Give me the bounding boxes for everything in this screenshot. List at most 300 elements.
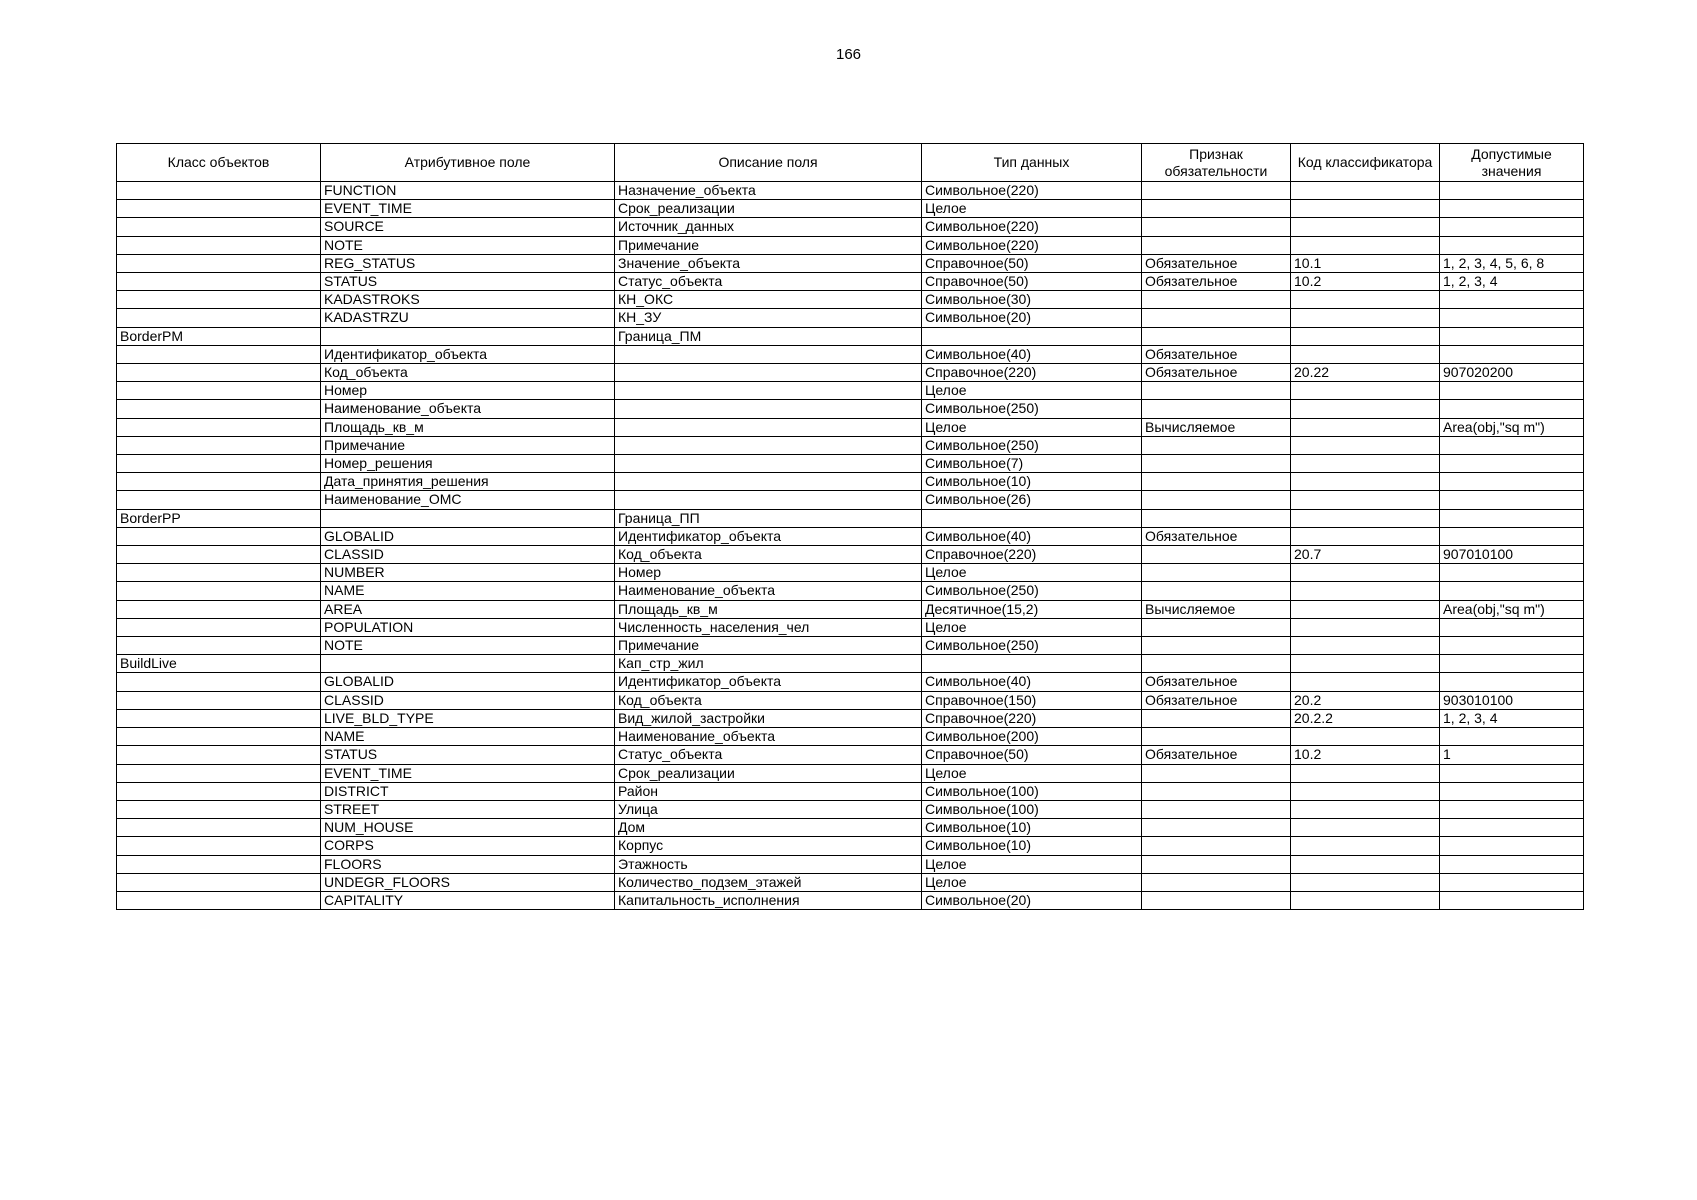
cell-required-flag: [1142, 582, 1291, 600]
cell-attribute-field: SOURCE: [321, 218, 615, 236]
header-object-class: Класс объектов: [117, 144, 321, 182]
cell-allowed-values: [1440, 637, 1584, 655]
cell-required-flag: Вычисляемое: [1142, 600, 1291, 618]
cell-allowed-values: [1440, 473, 1584, 491]
cell-data-type: Символьное(20): [922, 891, 1142, 909]
cell-data-type: Символьное(200): [922, 728, 1142, 746]
cell-classifier-code: [1291, 527, 1440, 545]
cell-field-description: Наименование_объекта: [615, 728, 922, 746]
cell-required-flag: [1142, 455, 1291, 473]
cell-attribute-field: Код_объекта: [321, 364, 615, 382]
cell-classifier-code: [1291, 673, 1440, 691]
cell-data-type: Символьное(40): [922, 527, 1142, 545]
cell-classifier-code: [1291, 873, 1440, 891]
cell-field-description: [615, 418, 922, 436]
cell-field-description: [615, 455, 922, 473]
table-row: [117, 182, 1584, 200]
cell-attribute-field: Наименование_объекта: [321, 400, 615, 418]
cell-data-type: Символьное(10): [922, 819, 1142, 837]
cell-attribute-field: REG_STATUS: [321, 254, 615, 272]
cell-object-class: [117, 582, 321, 600]
table-row: [117, 891, 1584, 909]
cell-field-description: Количество_подзем_этажей: [615, 873, 922, 891]
cell-classifier-code: [1291, 218, 1440, 236]
cell-attribute-field: [321, 509, 615, 527]
cell-required-flag: Обязательное: [1142, 746, 1291, 764]
cell-classifier-code: [1291, 764, 1440, 782]
cell-field-description: Этажность: [615, 855, 922, 873]
cell-field-description: Примечание: [615, 637, 922, 655]
table-row: [117, 800, 1584, 818]
cell-field-description: Источник_данных: [615, 218, 922, 236]
cell-object-class: [117, 564, 321, 582]
cell-attribute-field: [321, 655, 615, 673]
cell-allowed-values: [1440, 236, 1584, 254]
cell-data-type: Справочное(150): [922, 691, 1142, 709]
cell-attribute-field: UNDEGR_FLOORS: [321, 873, 615, 891]
cell-required-flag: [1142, 327, 1291, 345]
cell-object-class: [117, 200, 321, 218]
cell-data-type: Справочное(220): [922, 546, 1142, 564]
cell-classifier-code: [1291, 473, 1440, 491]
table-row: [117, 837, 1584, 855]
cell-data-type: Символьное(40): [922, 345, 1142, 363]
cell-object-class: [117, 273, 321, 291]
table-row: [117, 327, 1584, 345]
cell-data-type: Символьное(10): [922, 473, 1142, 491]
cell-field-description: Идентификатор_объекта: [615, 673, 922, 691]
cell-attribute-field: STATUS: [321, 273, 615, 291]
cell-object-class: BuildLive: [117, 655, 321, 673]
cell-allowed-values: [1440, 564, 1584, 582]
cell-attribute-field: POPULATION: [321, 618, 615, 636]
cell-field-description: Назначение_объекта: [615, 182, 922, 200]
cell-required-flag: [1142, 837, 1291, 855]
cell-data-type: Справочное(50): [922, 273, 1142, 291]
table-row: [117, 873, 1584, 891]
cell-data-type: [922, 655, 1142, 673]
cell-required-flag: [1142, 637, 1291, 655]
table-row: [117, 709, 1584, 727]
cell-data-type: Символьное(100): [922, 800, 1142, 818]
cell-data-type: Символьное(40): [922, 673, 1142, 691]
cell-data-type: Символьное(220): [922, 218, 1142, 236]
cell-required-flag: [1142, 655, 1291, 673]
cell-classifier-code: [1291, 182, 1440, 200]
cell-attribute-field: Наименование_ОМС: [321, 491, 615, 509]
cell-allowed-values: 1: [1440, 746, 1584, 764]
cell-classifier-code: [1291, 436, 1440, 454]
cell-allowed-values: [1440, 182, 1584, 200]
table-row: [117, 491, 1584, 509]
table-row: [117, 564, 1584, 582]
cell-required-flag: [1142, 382, 1291, 400]
cell-attribute-field: DISTRICT: [321, 782, 615, 800]
cell-data-type: Целое: [922, 764, 1142, 782]
cell-data-type: Целое: [922, 855, 1142, 873]
cell-attribute-field: FUNCTION: [321, 182, 615, 200]
cell-object-class: [117, 637, 321, 655]
cell-classifier-code: [1291, 891, 1440, 909]
cell-allowed-values: 903010100: [1440, 691, 1584, 709]
cell-required-flag: [1142, 436, 1291, 454]
cell-field-description: Район: [615, 782, 922, 800]
cell-classifier-code: [1291, 309, 1440, 327]
cell-required-flag: Обязательное: [1142, 527, 1291, 545]
cell-field-description: Срок_реализации: [615, 764, 922, 782]
header-row: [117, 144, 1584, 182]
header-allowed-values: Допустимые значения: [1440, 144, 1584, 182]
cell-object-class: BorderPM: [117, 327, 321, 345]
table-row: [117, 782, 1584, 800]
cell-allowed-values: Area(obj,"sq m"): [1440, 600, 1584, 618]
cell-classifier-code: 20.2.2: [1291, 709, 1440, 727]
cell-object-class: [117, 800, 321, 818]
cell-required-flag: [1142, 200, 1291, 218]
table-row: [117, 436, 1584, 454]
cell-attribute-field: CLASSID: [321, 546, 615, 564]
cell-allowed-values: 907010100: [1440, 546, 1584, 564]
cell-required-flag: [1142, 891, 1291, 909]
table-row: [117, 254, 1584, 272]
table-row: [117, 382, 1584, 400]
cell-classifier-code: [1291, 400, 1440, 418]
cell-attribute-field: FLOORS: [321, 855, 615, 873]
cell-attribute-field: AREA: [321, 600, 615, 618]
cell-field-description: Кап_стр_жил: [615, 655, 922, 673]
cell-object-class: [117, 436, 321, 454]
cell-field-description: Корпус: [615, 837, 922, 855]
cell-field-description: Номер: [615, 564, 922, 582]
cell-required-flag: Обязательное: [1142, 345, 1291, 363]
table-row: [117, 764, 1584, 782]
cell-object-class: [117, 746, 321, 764]
cell-allowed-values: [1440, 873, 1584, 891]
cell-classifier-code: [1291, 582, 1440, 600]
cell-required-flag: [1142, 800, 1291, 818]
cell-attribute-field: EVENT_TIME: [321, 764, 615, 782]
table-body: [117, 182, 1584, 910]
cell-attribute-field: [321, 327, 615, 345]
table-row: [117, 600, 1584, 618]
cell-field-description: КН_ОКС: [615, 291, 922, 309]
cell-data-type: Символьное(7): [922, 455, 1142, 473]
table-row: [117, 509, 1584, 527]
cell-required-flag: [1142, 546, 1291, 564]
cell-attribute-field: Номер_решения: [321, 455, 615, 473]
cell-allowed-values: Area(obj,"sq m"): [1440, 418, 1584, 436]
cell-required-flag: [1142, 218, 1291, 236]
cell-required-flag: Обязательное: [1142, 254, 1291, 272]
header-classifier-code: Код классификатора: [1291, 144, 1440, 182]
cell-required-flag: [1142, 782, 1291, 800]
cell-object-class: [117, 236, 321, 254]
table-row: [117, 418, 1584, 436]
cell-classifier-code: 20.2: [1291, 691, 1440, 709]
cell-required-flag: [1142, 491, 1291, 509]
cell-object-class: [117, 309, 321, 327]
cell-object-class: [117, 673, 321, 691]
cell-classifier-code: [1291, 728, 1440, 746]
cell-allowed-values: [1440, 819, 1584, 837]
cell-required-flag: Обязательное: [1142, 273, 1291, 291]
cell-allowed-values: [1440, 837, 1584, 855]
cell-field-description: [615, 400, 922, 418]
cell-required-flag: [1142, 564, 1291, 582]
cell-data-type: Символьное(250): [922, 637, 1142, 655]
cell-classifier-code: [1291, 800, 1440, 818]
cell-data-type: Справочное(220): [922, 709, 1142, 727]
cell-required-flag: [1142, 291, 1291, 309]
cell-required-flag: Обязательное: [1142, 673, 1291, 691]
cell-attribute-field: GLOBALID: [321, 527, 615, 545]
cell-required-flag: [1142, 728, 1291, 746]
cell-allowed-values: [1440, 382, 1584, 400]
cell-classifier-code: [1291, 637, 1440, 655]
cell-attribute-field: NUM_HOUSE: [321, 819, 615, 837]
cell-object-class: [117, 418, 321, 436]
cell-object-class: [117, 855, 321, 873]
table-row: [117, 728, 1584, 746]
cell-attribute-field: Дата_принятия_решения: [321, 473, 615, 491]
cell-data-type: Целое: [922, 418, 1142, 436]
cell-allowed-values: [1440, 582, 1584, 600]
cell-classifier-code: [1291, 564, 1440, 582]
cell-object-class: [117, 254, 321, 272]
cell-allowed-values: [1440, 345, 1584, 363]
cell-data-type: Целое: [922, 873, 1142, 891]
cell-allowed-values: [1440, 400, 1584, 418]
cell-field-description: Идентификатор_объекта: [615, 527, 922, 545]
cell-allowed-values: [1440, 728, 1584, 746]
cell-allowed-values: [1440, 855, 1584, 873]
cell-allowed-values: 1, 2, 3, 4: [1440, 273, 1584, 291]
cell-data-type: Символьное(20): [922, 309, 1142, 327]
cell-allowed-values: [1440, 327, 1584, 345]
cell-data-type: Справочное(50): [922, 254, 1142, 272]
cell-object-class: [117, 782, 321, 800]
cell-required-flag: [1142, 509, 1291, 527]
table-row: [117, 309, 1584, 327]
cell-classifier-code: [1291, 418, 1440, 436]
cell-allowed-values: [1440, 218, 1584, 236]
cell-data-type: Целое: [922, 200, 1142, 218]
cell-classifier-code: [1291, 782, 1440, 800]
cell-object-class: [117, 400, 321, 418]
cell-field-description: Капитальность_исполнения: [615, 891, 922, 909]
cell-allowed-values: [1440, 291, 1584, 309]
table-row: [117, 673, 1584, 691]
cell-allowed-values: [1440, 200, 1584, 218]
table-row: [117, 455, 1584, 473]
cell-classifier-code: [1291, 855, 1440, 873]
cell-allowed-values: [1440, 527, 1584, 545]
table-row: [117, 527, 1584, 545]
cell-allowed-values: [1440, 673, 1584, 691]
cell-object-class: [117, 473, 321, 491]
cell-allowed-values: [1440, 436, 1584, 454]
cell-classifier-code: [1291, 491, 1440, 509]
cell-field-description: Код_объекта: [615, 546, 922, 564]
table-row: [117, 546, 1584, 564]
cell-object-class: [117, 764, 321, 782]
cell-object-class: [117, 527, 321, 545]
cell-allowed-values: [1440, 309, 1584, 327]
cell-object-class: [117, 618, 321, 636]
cell-object-class: [117, 455, 321, 473]
table-row: [117, 691, 1584, 709]
cell-required-flag: [1142, 236, 1291, 254]
cell-object-class: [117, 728, 321, 746]
cell-field-description: Дом: [615, 819, 922, 837]
cell-required-flag: [1142, 473, 1291, 491]
cell-object-class: [117, 182, 321, 200]
table-row: [117, 236, 1584, 254]
table-row: [117, 400, 1584, 418]
cell-allowed-values: [1440, 764, 1584, 782]
cell-required-flag: [1142, 855, 1291, 873]
cell-data-type: Десятичное(15,2): [922, 600, 1142, 618]
cell-attribute-field: NAME: [321, 728, 615, 746]
cell-field-description: Численность_населения_чел: [615, 618, 922, 636]
cell-classifier-code: [1291, 655, 1440, 673]
cell-field-description: Статус_объекта: [615, 273, 922, 291]
table-header: [117, 144, 1584, 182]
cell-allowed-values: [1440, 782, 1584, 800]
cell-field-description: Наименование_объекта: [615, 582, 922, 600]
table-row: [117, 582, 1584, 600]
cell-attribute-field: Примечание: [321, 436, 615, 454]
cell-object-class: [117, 891, 321, 909]
cell-allowed-values: [1440, 491, 1584, 509]
cell-classifier-code: 10.2: [1291, 273, 1440, 291]
cell-attribute-field: Идентификатор_объекта: [321, 345, 615, 363]
table-row: [117, 855, 1584, 873]
cell-attribute-field: LIVE_BLD_TYPE: [321, 709, 615, 727]
cell-attribute-field: Номер: [321, 382, 615, 400]
cell-classifier-code: [1291, 327, 1440, 345]
cell-classifier-code: [1291, 345, 1440, 363]
cell-data-type: Целое: [922, 618, 1142, 636]
cell-data-type: Символьное(26): [922, 491, 1142, 509]
cell-allowed-values: [1440, 509, 1584, 527]
cell-attribute-field: KADASTRZU: [321, 309, 615, 327]
cell-field-description: [615, 345, 922, 363]
cell-allowed-values: [1440, 891, 1584, 909]
cell-field-description: Вид_жилой_застройки: [615, 709, 922, 727]
page-number: 166: [835, 46, 862, 63]
cell-field-description: Улица: [615, 800, 922, 818]
cell-required-flag: [1142, 400, 1291, 418]
cell-object-class: BorderPP: [117, 509, 321, 527]
cell-data-type: Символьное(250): [922, 400, 1142, 418]
header-data-type: Тип данных: [922, 144, 1142, 182]
cell-field-description: [615, 491, 922, 509]
cell-classifier-code: [1291, 618, 1440, 636]
cell-required-flag: [1142, 873, 1291, 891]
cell-attribute-field: CAPITALITY: [321, 891, 615, 909]
cell-attribute-field: KADASTROKS: [321, 291, 615, 309]
cell-attribute-field: STATUS: [321, 746, 615, 764]
cell-required-flag: Вычисляемое: [1142, 418, 1291, 436]
cell-attribute-field: STREET: [321, 800, 615, 818]
cell-data-type: [922, 327, 1142, 345]
cell-classifier-code: [1291, 291, 1440, 309]
cell-allowed-values: [1440, 455, 1584, 473]
cell-classifier-code: [1291, 837, 1440, 855]
cell-classifier-code: 10.2: [1291, 746, 1440, 764]
cell-required-flag: [1142, 309, 1291, 327]
table-row: [117, 819, 1584, 837]
cell-data-type: [922, 509, 1142, 527]
cell-classifier-code: [1291, 382, 1440, 400]
cell-object-class: [117, 491, 321, 509]
cell-classifier-code: [1291, 509, 1440, 527]
cell-attribute-field: NUMBER: [321, 564, 615, 582]
table-row: [117, 618, 1584, 636]
cell-required-flag: [1142, 618, 1291, 636]
cell-data-type: Символьное(250): [922, 436, 1142, 454]
cell-classifier-code: [1291, 200, 1440, 218]
cell-object-class: [117, 364, 321, 382]
cell-attribute-field: GLOBALID: [321, 673, 615, 691]
table-row: [117, 746, 1584, 764]
cell-required-flag: [1142, 709, 1291, 727]
attribute-table: [116, 143, 1584, 910]
cell-object-class: [117, 546, 321, 564]
cell-field-description: Срок_реализации: [615, 200, 922, 218]
cell-attribute-field: NOTE: [321, 637, 615, 655]
cell-object-class: [117, 837, 321, 855]
cell-data-type: Символьное(10): [922, 837, 1142, 855]
cell-allowed-values: 1, 2, 3, 4: [1440, 709, 1584, 727]
cell-data-type: Целое: [922, 382, 1142, 400]
cell-classifier-code: 20.22: [1291, 364, 1440, 382]
cell-field-description: Площадь_кв_м: [615, 600, 922, 618]
cell-attribute-field: NAME: [321, 582, 615, 600]
cell-attribute-field: CORPS: [321, 837, 615, 855]
cell-field-description: КН_ЗУ: [615, 309, 922, 327]
cell-object-class: [117, 382, 321, 400]
table-row: [117, 345, 1584, 363]
cell-classifier-code: 20.7: [1291, 546, 1440, 564]
cell-allowed-values: 907020200: [1440, 364, 1584, 382]
cell-required-flag: [1142, 182, 1291, 200]
cell-classifier-code: 10.1: [1291, 254, 1440, 272]
cell-data-type: Символьное(220): [922, 182, 1142, 200]
cell-required-flag: Обязательное: [1142, 691, 1291, 709]
table-row: [117, 637, 1584, 655]
cell-required-flag: Обязательное: [1142, 364, 1291, 382]
cell-allowed-values: [1440, 800, 1584, 818]
cell-field-description: Граница_ПП: [615, 509, 922, 527]
cell-object-class: [117, 709, 321, 727]
header-field-description: Описание поля: [615, 144, 922, 182]
cell-allowed-values: 1, 2, 3, 4, 5, 6, 8: [1440, 254, 1584, 272]
cell-allowed-values: [1440, 618, 1584, 636]
cell-classifier-code: [1291, 236, 1440, 254]
cell-classifier-code: [1291, 455, 1440, 473]
cell-object-class: [117, 218, 321, 236]
cell-data-type: Символьное(220): [922, 236, 1142, 254]
cell-allowed-values: [1440, 655, 1584, 673]
cell-field-description: Примечание: [615, 236, 922, 254]
cell-required-flag: [1142, 819, 1291, 837]
cell-classifier-code: [1291, 600, 1440, 618]
cell-object-class: [117, 819, 321, 837]
cell-attribute-field: NOTE: [321, 236, 615, 254]
table-row: [117, 200, 1584, 218]
